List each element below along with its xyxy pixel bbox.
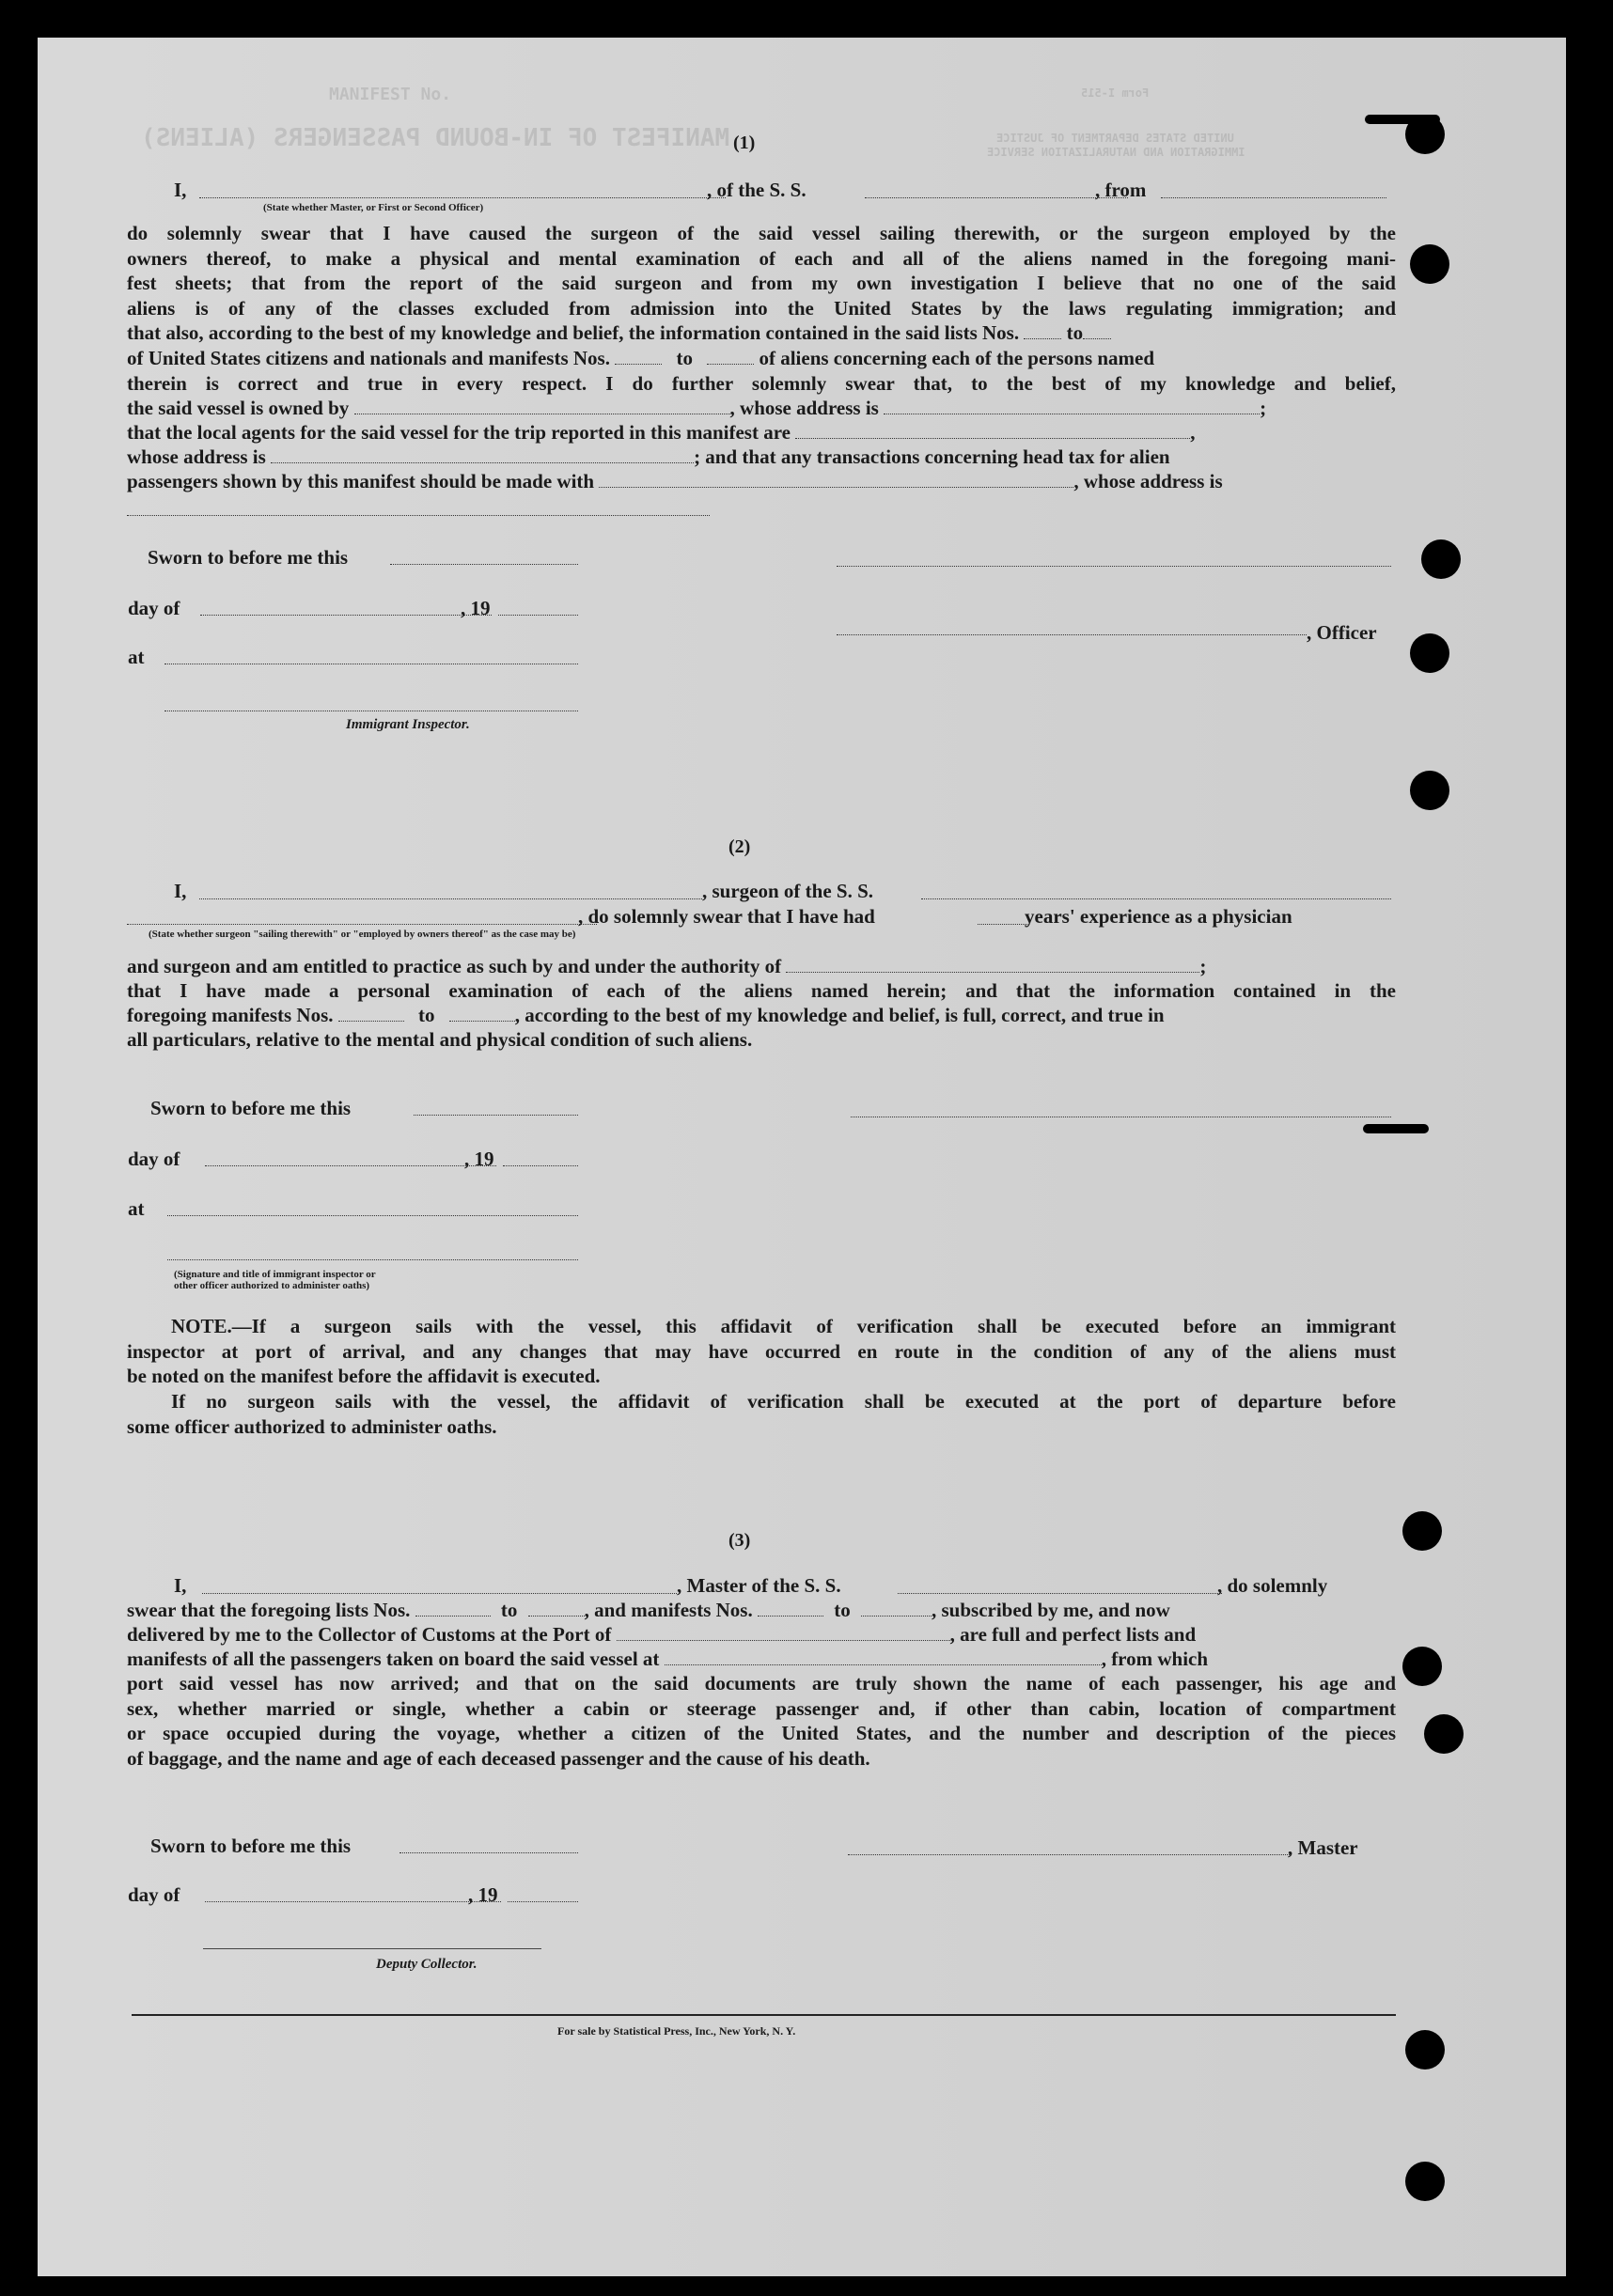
footer-text: For sale by Statistical Press, Inc., New York, N. Y. [557, 2024, 796, 2038]
sworn-label-1: Sworn to before me this [148, 546, 349, 569]
foregoing-to-field[interactable] [449, 1006, 515, 1022]
taken-on-board-field[interactable] [665, 1649, 1102, 1665]
authority-field[interactable] [786, 957, 1199, 973]
years-experience-label: years' experience as a physician [1025, 905, 1292, 928]
surgeon-of-label: , surgeon of the S. S. [702, 880, 874, 902]
nineteen-label-3: , 19 [468, 1883, 498, 1906]
officer-signature-field-2[interactable] [167, 1259, 578, 1260]
sworn-label-3: Sworn to before me this [150, 1835, 352, 1857]
manifests-text: of United States citizens and nationals and manifests Nos. [127, 347, 610, 369]
manifests-from-field-3[interactable] [758, 1601, 823, 1617]
manifests-from-field[interactable] [615, 349, 662, 365]
particulars-line: all particulars, relative to the mental and physical condition of such aliens. [127, 1028, 753, 1051]
from-which-text: , from which [1101, 1648, 1209, 1670]
swear-lists-line [127, 1598, 1170, 1623]
section-3-line: sex, whether married or single, whether a cabin or steerage passenger and, if other than cabin, location of compartment [127, 1696, 1396, 1720]
punch-hole [1421, 539, 1461, 579]
punch-hole [1410, 633, 1449, 673]
section-1-paragraph [127, 221, 1396, 320]
agents-field[interactable] [795, 423, 1190, 439]
faint-manifest-no: MANIFEST No. [329, 85, 452, 104]
note2-line: some officer authorized to administer oaths. [127, 1414, 497, 1438]
punch-hole [1405, 2162, 1445, 2201]
section-2-line: that I have made a personal examination of each of the aliens named herein; and that the information contained in the [127, 979, 1396, 1002]
lists-to-word: to [1066, 321, 1084, 344]
exam-line [127, 978, 1396, 1004]
year-field-3[interactable] [508, 1901, 578, 1902]
section-3-number: (3) [728, 1530, 751, 1551]
punch-hole [1410, 771, 1449, 810]
ship-name-field-3[interactable] [898, 1593, 1222, 1594]
day-of-label-3: day of [128, 1883, 180, 1906]
year-field-1[interactable] [498, 615, 578, 616]
note-line: NOTE.—If a surgeon sails with the vessel, this affidavit of verification shall be executed before an immigrant [171, 1315, 1396, 1337]
full-perfect-text: , are full and perfect lists and [949, 1623, 1197, 1646]
sworn-label-2: Sworn to before me this [150, 1097, 352, 1119]
owned-by-text: the said vessel is owned by [127, 397, 350, 419]
section-1-line: aliens is of any of the classes excluded from admission into the United States by the laws regulating immigration; and [127, 296, 1396, 320]
manifests-all-line [127, 1647, 1208, 1672]
officer-name-field[interactable] [837, 634, 1307, 635]
section-1-line: owners thereof, to make a physical and mental examination of each and all of the aliens named in the foregoing mani- [127, 246, 1396, 270]
section-1-therein-line [127, 371, 1396, 397]
manifests-all-text: manifests of all the passengers taken on board the said vessel at [127, 1648, 660, 1670]
agents-text: that the local agents for the said vessel for the trip reported in this manifest are [127, 421, 791, 444]
section-3-line: port said vessel has now arrived; and that on the said documents are truly shown the name of each passenger, his age and [127, 1672, 1396, 1695]
section-2-i-prefix: I, [174, 880, 187, 902]
day-of-label-1: day of [128, 597, 180, 619]
section-1-from-label: , from [1095, 179, 1147, 201]
section-1-manifests-line [127, 346, 1154, 371]
master-label: , Master [1288, 1836, 1358, 1859]
manifests-to-word: to [676, 347, 693, 369]
note2-paragraph [127, 1389, 1396, 1439]
punch-hole [1405, 115, 1445, 154]
immigrant-inspector-label: Immigrant Inspector. [346, 717, 470, 732]
foregoing-from-field[interactable] [338, 1006, 404, 1022]
section-3-line: of baggage, and the name and age of each deceased passenger and the cause of his death. [127, 1746, 870, 1770]
section-1-line: do solemnly swear that I have caused the surgeon of the said vessel sailing therewith, or the surgeon employed by the [127, 222, 1396, 244]
note-line: be noted on the manifest before the affidavit is executed. [127, 1365, 601, 1388]
head-tax-text: ; and that any transactions concerning head tax for alien [694, 445, 1170, 468]
lists-from-field-3[interactable] [415, 1601, 491, 1617]
section-1-i-prefix: I, [174, 179, 187, 201]
master-note: (State whether Master, or First or Second Officer) [263, 202, 484, 213]
section-3-i-prefix: I, [174, 1574, 187, 1597]
head-tax-address-field[interactable] [127, 515, 710, 516]
master-of-label: , Master of the S. S. [677, 1574, 841, 1597]
section-2-number: (2) [728, 836, 751, 857]
head-tax-field[interactable] [599, 472, 1073, 488]
solemnly-label: , do solemnly swear that I have had [578, 905, 875, 928]
day-of-label-2: day of [128, 1148, 180, 1170]
punch-hole [1410, 244, 1449, 284]
signature-note-1: (Signature and title of immigrant inspector or [174, 1269, 376, 1280]
owner-address-label: , whose address is [729, 397, 879, 419]
manifests-to-word-3: to [834, 1599, 851, 1621]
owner-address-field[interactable] [884, 398, 1260, 414]
section-1-ss-label: , of the S. S. [707, 179, 806, 201]
punch-hole [1405, 2030, 1445, 2070]
sailing-note: (State whether surgeon "sailing therewith" or "employed by owners thereof" as the case may be) [149, 929, 576, 940]
head-tax-address-label: , whose address is [1073, 470, 1223, 492]
faint-service: IMMIGRATION AND NATURALIZATION SERVICE [987, 146, 1245, 159]
note2-line: If no surgeon sails with the vessel, the affidavit of verification shall be executed at the port of departure before [171, 1390, 1396, 1413]
faint-dept: UNITED STATES DEPARTMENT OF JUSTICE [996, 132, 1234, 145]
officer-label: , Officer [1307, 621, 1377, 644]
year-field-2[interactable] [503, 1165, 578, 1166]
section-1-lists-line [127, 320, 1111, 346]
ship-name-field[interactable] [865, 197, 1128, 198]
passengers-text: passengers shown by this manifest should be made with [127, 470, 595, 492]
agents-address-field[interactable] [271, 447, 694, 463]
master-name-field-3[interactable] [202, 1593, 677, 1594]
port-field[interactable] [617, 1625, 950, 1641]
whose-address-text: whose address is [127, 445, 266, 468]
section-1-agents-line: that the local agents for the said vessel for the trip reported in this manifest are , [127, 421, 1196, 444]
section-1-number: (1) [733, 133, 756, 153]
foregoing-to-word: to [418, 1004, 435, 1026]
aliens-concerning-text: of aliens concerning each of the persons named [759, 347, 1155, 369]
and-manifests-text: , and manifests Nos. [584, 1599, 753, 1621]
document-page [38, 38, 1566, 2276]
from-port-field[interactable] [1161, 197, 1386, 198]
nineteen-label-1: , 19 [461, 597, 491, 619]
delivered-text: delivered by me to the Collector of Customs at the Port of [127, 1623, 612, 1646]
signature-note-2: other officer authorized to administer oaths) [174, 1280, 370, 1291]
surgeon-ship-field[interactable] [921, 898, 1391, 899]
subscribed-text: , subscribed by me, and now [931, 1599, 1170, 1621]
manifests-to-field[interactable] [707, 349, 754, 365]
do-solemnly-label: , do solemnly [1217, 1574, 1328, 1597]
authority-line: and surgeon and am entitled to practice as such by and under the authority of ; [127, 955, 1207, 977]
section-1-line: therein is correct and true in every respect. I do further solemnly swear that, to the best of my knowledge and belief, [127, 372, 1396, 395]
punch-hole [1402, 1647, 1442, 1686]
note-paragraph [127, 1314, 1396, 1389]
master-name-field[interactable] [199, 197, 726, 198]
sworn-date-field-3[interactable] [399, 1852, 578, 1853]
lists-to-word-3: to [500, 1599, 518, 1621]
lists-to-field[interactable] [1083, 323, 1111, 339]
section-1-line: fest sheets; that from the report of the said surgeon and from my own investigation I believe that no one of the said [127, 272, 1396, 295]
surgeon-status-field[interactable] [127, 924, 597, 925]
faint-title: MANIFEST OF IN-BOUND PASSENGERS (ALIENS) [141, 124, 730, 152]
lists-from-field[interactable] [1024, 323, 1061, 339]
section-1-passengers-line [127, 469, 1223, 494]
according-text: , according to the best of my knowledge and belief, is full, correct, and true in [514, 1004, 1165, 1026]
manifests-to-field-3[interactable] [861, 1601, 932, 1617]
deputy-collector-label: Deputy Collector. [376, 1957, 478, 1972]
faint-form: Form I-515 [1081, 86, 1150, 100]
at-field-2[interactable] [167, 1215, 578, 1216]
punch-notch [1363, 1124, 1429, 1133]
day-of-field-2[interactable] [205, 1165, 496, 1166]
section-1-owned-line: the said vessel is owned by , whose address is ; [127, 397, 1267, 419]
officer-signature-field-1[interactable] [837, 566, 1391, 567]
note-line: inspector at port of arrival, and any changes that may have occurred en route in the condition of any of the aliens must [127, 1339, 1396, 1363]
authority-text: and surgeon and am entitled to practice as such by and under the authority of [127, 955, 782, 977]
deputy-signature-line[interactable] [203, 1948, 541, 1949]
section-3-line: or space occupied during the voyage, whether a citizen of the United States, and the number and description of the pieces [127, 1722, 1396, 1745]
punch-hole [1402, 1511, 1442, 1551]
surgeon-name-field[interactable] [199, 898, 702, 899]
owner-field[interactable] [354, 398, 730, 414]
sworn-date-field-1[interactable] [390, 564, 578, 565]
foregoing-line [127, 1003, 1165, 1028]
master-signature-field[interactable] [848, 1854, 1290, 1855]
delivered-line [127, 1622, 1196, 1648]
punch-hole [1424, 1714, 1464, 1754]
at-label-2: at [128, 1197, 145, 1220]
day-of-field-3[interactable] [205, 1901, 501, 1902]
day-of-field-1[interactable] [200, 615, 492, 616]
sworn-date-field-2[interactable] [414, 1115, 578, 1116]
footer-rule [132, 2014, 1396, 2016]
lists-to-field-3[interactable] [528, 1601, 585, 1617]
lists-text: that also, according to the best of my knowledge and belief, the information contained in the said lists Nos. [127, 321, 1020, 344]
at-label-1: at [128, 646, 145, 668]
section-1-whose-address-line [127, 445, 1170, 470]
years-experience-field[interactable] [978, 924, 1029, 925]
foregoing-text: foregoing manifests Nos. [127, 1004, 334, 1026]
swear-lists-text: swear that the foregoing lists Nos. [127, 1599, 411, 1621]
section-3-paragraph [127, 1671, 1396, 1771]
nineteen-label-2: , 19 [464, 1148, 494, 1170]
